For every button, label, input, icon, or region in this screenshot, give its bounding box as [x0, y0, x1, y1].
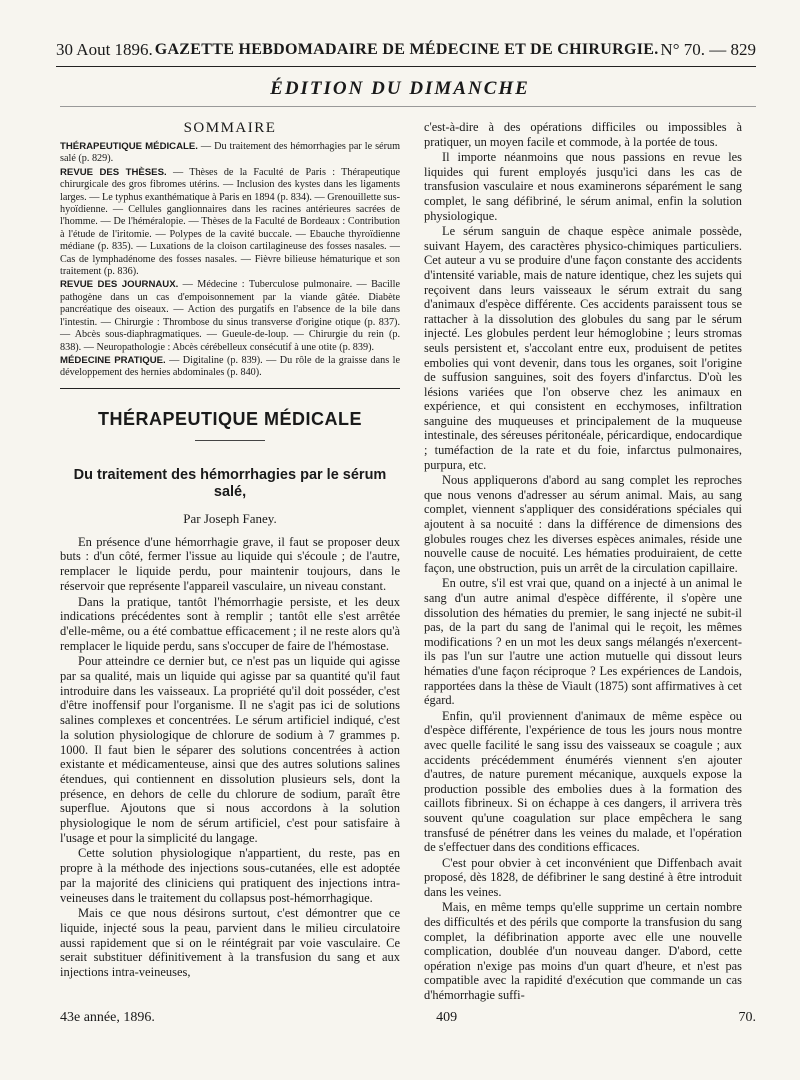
right-column — [424, 120, 742, 1004]
section-title: THÉRAPEUTIQUE MÉDICALE — [97, 408, 362, 429]
sommaire-title: SOMMAIRE — [183, 120, 277, 136]
section-rule — [195, 440, 265, 441]
article-paragraph: c'est-à-dire à des opérations difficiles ou impossibles à pratiquer, un moyen facile et commode, à la portée de tous. — [424, 120, 742, 149]
sommaire-rule — [60, 388, 400, 389]
article-paragraph: Enfin, qu'il proviennent d'animaux de même espèce ou d'espèce différente, l'expérience de tous les jours nous montre avec quelle facilité le sang issu des vaisseaux se coagule ; aux accidents précédemment énumérés viennent s'en ajouter d'autres, de nature purement mécanique, auxquels expose la production possible des embolies dues à la formation des caillots fibrineux. Si on échappe à ces dangers, il arrivera très souvent qu'une coagulation sur place empêchera le sang transfusé de pénétrer dans les veines du malade, et l'opération de s'effectuer dans des conditions efficaces. — [424, 708, 742, 855]
sommaire-entry — [60, 279, 400, 353]
footer-year: 43e année, 1896. — [60, 1010, 155, 1025]
sommaire-entry-text: — Digitaline (p. 839). — Du rôle de la graisse dans le développement des hernies abdominales (p. 840). — [60, 354, 400, 379]
issue-date: 30 Aout 1896. — [56, 40, 153, 59]
sommaire-entry-head: THÉRAPEUTIQUE MÉDICALE. — [60, 141, 198, 152]
sommaire-entry — [60, 355, 400, 380]
article-paragraph: Il importe néanmoins que nous passions en revue les liquides qui furent employés jusqu'ici dans les cas de transfusion vasculaire et nous examinerons séparément le sang complet, le sang défibriné, le sérum animal, enfin la solution physiologique. — [424, 150, 742, 223]
left-column — [60, 120, 400, 981]
sommaire-entry-head: REVUE DES THÈSES. — [60, 166, 167, 178]
sommaire-entry-text: — Médecine : Tuberculose pulmonaire. — Bacille pathogène dans un cas d'empoisonnement par la viande gâtée. Diabète pancréatique des oiseaux. — Action des purgatifs en l'absence de la bile dans l'intestin. — Chirurgie : Thrombose du sinus transverse d'origine otique (p. 837). — Abcès sous-diaphragmatiques. — Gueule-de-loup. — Chirurgie du rein (p. 838). — Neuropathologie : Abcès cérébelleux consécutif à une otite (p. 839). — [60, 279, 400, 353]
sommaire-entry — [60, 167, 400, 279]
page-reference: N° 70. — 829 — [660, 40, 756, 59]
sommaire-entry — [60, 141, 400, 166]
article-paragraph: Mais ce que nous désirons surtout, c'est démontrer que ce liquide, injecté sous la peau, parvient dans le milieu circulatoire aussi rapidement que si on le réintégrait par voie vasculaire. Ce serait substituer définitivement à la transfusion du sang et aux injections intra-veineuses, — [60, 906, 400, 980]
sommaire-entry-head: REVUE DES JOURNAUX. — [60, 279, 179, 291]
running-head — [56, 36, 756, 64]
article-paragraph: Dans la pratique, tantôt l'hémorrhagie persiste, et les deux indications précédentes sont à remplir ; tantôt elle s'est arrêtée d'elle-même, ou a été combattue efficacement ; il ne reste alors qu'à remplacer le liquide perdu, sans s'occuper de faire de l'hémostase. — [60, 594, 400, 653]
article-body-left — [60, 535, 400, 980]
article-paragraph: Le sérum sanguin de chaque espèce animale possède, suivant Hayem, des caractères physico-chimiques particuliers. Cet auteur a vu se produire d'une façon constante des accidents d'intensité variable, mais de nature identique, chez les sujets qui reçoivent dans leurs vaisseaux le sérum extrait du sang d'animaux d'espèce différente. Ces accidents paraissent tous se rattacher à la dissolution des globules du sang par le sérum injecté. Les globules perdent leur hémoglobine ; leurs stromas seuls persistent et, s'accolant entre eux, produisent de petites embolies qui vont devenir, dans tous les organes, soit l'origine de suffusion sanguines, soit des foyers d'infarctus. D'où les lésions variées que l'on observe chez les animaux en expérience, et qui consistent en ecchymoses, infiltration sanguine des muqueuses et principalement de la muqueuse intestinale, des séreuses péritonéale, péricardique, endocardique ; tuméfaction de la rate et du foie, infarctus pulmonaires, purpura, etc. — [424, 224, 742, 472]
sommaire-entry-head: MÉDECINE PRATIQUE. — [60, 354, 166, 366]
article-paragraph: C'est pour obvier à cet inconvénient que Diffenbach avait proposé, dès 1828, de défibriner le sang destiné à être introduit dans les veines. — [424, 855, 742, 899]
article-paragraph: Mais, en même temps qu'elle supprime un certain nombre des difficultés et des périls que comporte la transfusion du sang complet, la défibrination apporte avec elle une nouvelle complication, doublée d'un nouveau danger. D'abord, cette opération n'exige pas moins d'un quart d'heure, et n'est pas compatible avec la rapidité d'exécution que commande un cas d'hémorrhagie suffi- — [424, 900, 742, 1003]
footer-page-number: 409 — [436, 1010, 458, 1025]
sommaire-entry-text: — Du traitement des hémorrhagies par le sérum salé (p. 829). — [60, 141, 400, 165]
journal-title: GAZETTE HEBDOMADAIRE DE MÉDECINE ET DE CHIRURGIE. — [154, 41, 659, 58]
article-paragraph: Nous appliquerons d'abord au sang complet les reproches que nous venons d'adresser au sérum animal. Mais, au sang complet, viennent s'appliquer des considérations spéciales qui ajoutent à sa nocuité : dans la différence de dimensions des globules rouges chez les diverses espèces animales, réside une nouvelle cause de nocuité. Les hématies produiraient, de cette façon, une obstruction, puis un arrêt de la circulation capillaire. — [424, 473, 742, 575]
article-title: Du traitement des hémorrhagies par le sérum salé, — [73, 466, 387, 500]
article-paragraph: Pour atteindre ce dernier but, ce n'est pas un liquide qui agisse par sa qualité, mais un liquide qui agisse par sa quantité qu'il faut introduire dans les vaisseaux. La propriété qu'il doit posséder, c'est d'être inoffensif pour l'organisme. Il ne s'agit pas ici de solutions salines complexes et concentrées. Le sérum artificiel indiqué, c'est la solution physiologique de chlorure de sodium à 7 grammes p. 1000. Il faut bien le séparer des solutions concentrées à action existante et médicamenteuse, ainsi que des autres solutions salines étendues, qui contiennent en dissolution plusieurs sels, dont la présence, en dehors de celle du chlorure de sodium, paraît être superflue. Ajoutons que si nous accordons à la solution physiologique le nom de sérum artificiel, c'est pour satisfaire à l'usage et pour la simplicité du langage. — [60, 654, 400, 845]
page-footer — [60, 1010, 756, 1026]
sommaire-entry-text: — Thèses de la Faculté de Paris : Thérapeutique chirurgicale des gros fibromes utérins. — Inclusion des kystes dans les ligaments larges. — Le typhus exanthématique à Paris en 1894 (p. 834). — Grenouillette sus-hyoïdienne. — Cellules ganglionnaires dans les racines antérieures sacrées de l'homme. — De l'héméralopie. — Thèses de la Faculté de Bordeaux : Contribution à l'étude de l'iritomie. — Polypes de la cavité buccale. — Ebauche thyroïdienne médiane (p. 835). — Luxations de la cloison cartilagineuse des fosses nasales. — Cas de lymphadénome des fosses nasales. — Fièvre bilieuse hématurique et son traitement (p. 836). — [60, 166, 400, 278]
footer-issue: 70. — [738, 1010, 756, 1025]
article-paragraph: Cette solution physiologique n'appartient, du reste, pas en propre à la méthode des injections sous-cutanées, elle est adoptée par la majorité des cliniciens qui pratiquent des injections intra-veineuses dans le traitement du collapsus post-hémorrhagique. — [60, 846, 400, 905]
article-paragraph: En présence d'une hémorrhagie grave, il faut se proposer deux buts : d'un côté, fermer l'issue au liquide qui s'écoule ; de l'autre, remplacer le liquide perdu, pour maintenir toujours, dans le réservoir que représente l'appareil vasculaire, un niveau constant. — [60, 534, 400, 593]
edition-rule — [60, 106, 756, 107]
header-rule — [56, 66, 756, 67]
article-byline: Par Joseph Faney. — [183, 510, 277, 526]
edition-title: ÉDITION DU DIMANCHE — [270, 78, 530, 99]
article-paragraph: En outre, s'il est vrai que, quand on a injecté à un animal le sang d'un autre animal d'espèce différente, il s'opère une dissolution des hématies du premier, le sang injecté ne subit-il pas, de la part du sang de l'animal qui le reçoit, les mêmes modifications ? en un mot les deux sangs mélangés n'exercent-ils pas l'un sur l'autre une action mutuelle qui dissout leurs hématies d'une façon réciproque ? Les expériences de Landois, rapportées dans la thèse de Viault (1875) sont affirmatives à cet égard. — [424, 576, 742, 708]
